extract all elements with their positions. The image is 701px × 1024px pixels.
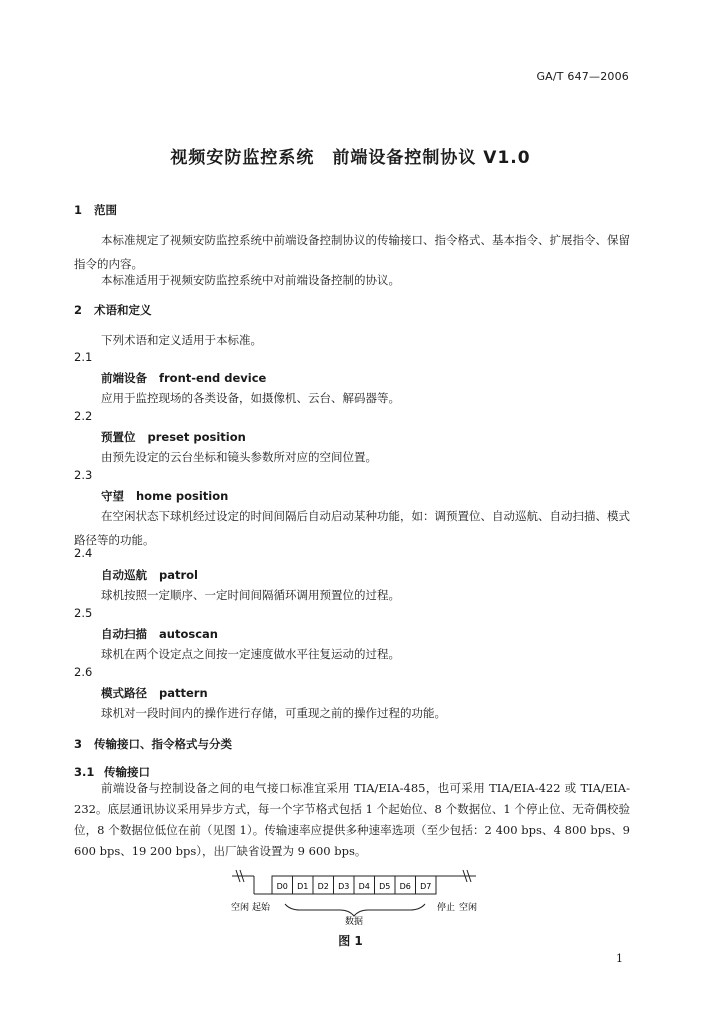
term-en: pattern bbox=[159, 686, 208, 700]
bit-label-d6: D6 bbox=[399, 882, 411, 891]
section-title: 传输接口、指令格式与分类 bbox=[94, 737, 232, 751]
term-zh: 自动扫描 bbox=[101, 627, 147, 641]
section-title: 范围 bbox=[94, 203, 117, 217]
data-label: 数据 bbox=[344, 917, 364, 926]
section-number: 2 bbox=[74, 303, 83, 317]
bit-label-d1: D1 bbox=[297, 882, 309, 891]
bit-label-d0: D0 bbox=[276, 882, 288, 891]
term-en: front-end device bbox=[159, 371, 267, 385]
figure-caption: 图 1 bbox=[338, 934, 363, 948]
idle-end-label: 空闲 bbox=[458, 903, 478, 913]
term-number: 2.5 bbox=[74, 606, 93, 620]
term-heading bbox=[101, 685, 208, 701]
term-definition: 由预先设定的云台坐标和镜头参数所对应的空间位置。 bbox=[101, 450, 377, 464]
section-title: 术语和定义 bbox=[94, 303, 152, 317]
bit-label-d5: D5 bbox=[379, 882, 391, 891]
term-definition: 球机在两个设定点之间按一定速度做水平往复运动的过程。 bbox=[101, 647, 400, 661]
section-1-heading bbox=[74, 200, 634, 220]
term-heading bbox=[101, 370, 266, 386]
standard-code: GA/T 647—2006 bbox=[536, 70, 629, 83]
term-number: 2.3 bbox=[74, 468, 93, 482]
term-number: 2.6 bbox=[74, 665, 93, 679]
term-definition: 在空闲状态下球机经过设定的时间间隔后自动启动某种功能，如：调预置位、自动巡航、自动扫描、模式路径等的功能。 bbox=[74, 509, 630, 547]
term-number: 2.4 bbox=[74, 546, 93, 560]
term-zh: 守望 bbox=[101, 489, 124, 503]
bit-label-d3: D3 bbox=[338, 882, 350, 891]
bit-label-d4: D4 bbox=[358, 882, 370, 891]
section-2-intro: 下列术语和定义适用于本标准。 bbox=[101, 333, 262, 347]
section-1-paragraph-2: 本标准适用于视频安防监控系统中对前端设备控制的协议。 bbox=[101, 273, 400, 287]
term-number: 2.1 bbox=[74, 350, 93, 364]
term-heading bbox=[101, 488, 228, 504]
term-heading bbox=[101, 567, 198, 583]
term-definition: 球机按照一定顺序、一定时间间隔循环调用预置位的过程。 bbox=[101, 588, 400, 602]
term-definition: 球机对一段时间内的操作进行存储，可重现之前的操作过程的功能。 bbox=[101, 706, 446, 720]
section-1-paragraph-1: 本标准规定了视频安防监控系统中前端设备控制协议的传输接口、指令格式、基本指令、扩展指令、保留指令的内容。 bbox=[74, 233, 630, 271]
term-heading bbox=[101, 626, 218, 642]
document-title: 视频安防监控系统 前端设备控制协议 V1.0 bbox=[170, 148, 531, 168]
bit-label-d2: D2 bbox=[317, 882, 329, 891]
byte-frame-diagram bbox=[0, 866, 701, 926]
page-number: 1 bbox=[616, 952, 623, 965]
section-3-1-paragraph: 前端设备与控制设备之间的电气接口标准宜采用 TIA/EIA-485，也可采用 TIA/EIA-422 或 TIA/EIA-232。底层通讯协议采用异步方式，每一个字节格式包括 1 个起始位、8 个数据位、1 个停止位、无奇偶校验位，8 个数据位低位在前（见图 1）。传输速率应提供多种速率选项（至少包括：2 400 bps、4 800 bps、9 600 bps、19 200 bps），出厂缺省设置为 9 600 bps。 bbox=[74, 781, 630, 858]
term-zh: 预置位 bbox=[101, 430, 136, 444]
start-label: 起始 bbox=[251, 903, 271, 913]
term-en: home position bbox=[136, 489, 229, 503]
term-en: patrol bbox=[159, 568, 199, 582]
section-3-heading bbox=[74, 734, 634, 754]
subsection-title: 传输接口 bbox=[104, 765, 150, 779]
subsection-number: 3.1 bbox=[74, 765, 95, 779]
stop-label: 停止 bbox=[436, 903, 456, 913]
section-number: 3 bbox=[74, 737, 83, 751]
idle-start-label: 空闲 bbox=[230, 903, 250, 913]
term-number: 2.2 bbox=[74, 409, 93, 423]
term-en: preset position bbox=[147, 430, 246, 444]
term-en: autoscan bbox=[159, 627, 218, 641]
term-zh: 模式路径 bbox=[101, 686, 147, 700]
term-zh: 自动巡航 bbox=[101, 568, 147, 582]
term-zh: 前端设备 bbox=[101, 371, 147, 385]
section-2-heading bbox=[74, 300, 634, 320]
term-definition: 应用于监控现场的各类设备，如摄像机、云台、解码器等。 bbox=[101, 391, 400, 405]
term-heading bbox=[101, 429, 246, 445]
section-number: 1 bbox=[74, 203, 83, 217]
bit-label-d7: D7 bbox=[420, 882, 432, 891]
